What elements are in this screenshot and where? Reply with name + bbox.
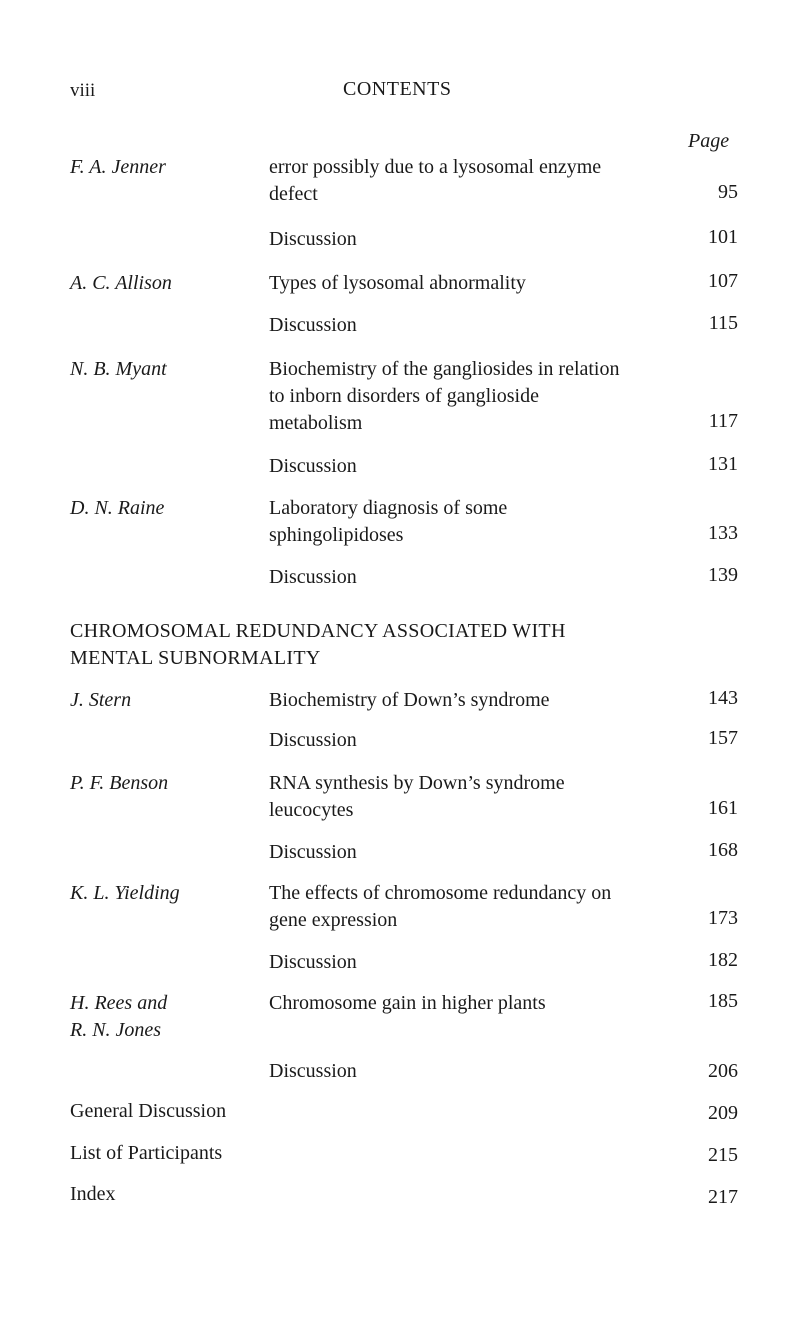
- entry-page: 206: [708, 1060, 738, 1082]
- discussion-entry[interactable]: Discussion: [269, 228, 357, 250]
- entry-title[interactable]: RNA synthesis by Down’s syndrome leucocytes: [269, 772, 565, 821]
- discussion-entry[interactable]: Discussion: [269, 1060, 357, 1082]
- entry-page: 131: [708, 453, 738, 475]
- author-yielding: K. L. Yielding: [70, 882, 180, 904]
- entry-page: 182: [708, 949, 738, 971]
- entry-page: 209: [708, 1102, 738, 1124]
- entry-page: 185: [708, 990, 738, 1012]
- entry-page: 157: [708, 727, 738, 749]
- entry-page: 215: [708, 1144, 738, 1166]
- author-stern: J. Stern: [70, 689, 132, 711]
- entry-page: 133: [708, 522, 738, 544]
- entry-page: 117: [708, 410, 738, 432]
- discussion-entry[interactable]: Discussion: [269, 841, 357, 863]
- entry-title[interactable]: The effects of chromosome redundancy on gene expression: [269, 882, 612, 931]
- entry-page: 115: [708, 312, 738, 334]
- page-title: CONTENTS: [343, 78, 452, 100]
- author-myant: N. B. Myant: [70, 358, 167, 380]
- discussion-entry[interactable]: Discussion: [269, 729, 357, 751]
- entry-title[interactable]: Laboratory diagnosis of some sphingolipidoses: [269, 497, 508, 546]
- entry-page: 173: [708, 907, 738, 929]
- section-heading: CHROMOSOMAL REDUNDANCY ASSOCIATED WITH MENTAL SUBNORMALITY: [70, 620, 566, 669]
- entry-title[interactable]: Types of lysosomal abnormality: [269, 272, 526, 294]
- entry-title[interactable]: Biochemistry of Down’s syndrome: [269, 689, 550, 711]
- entry-page: 217: [708, 1186, 738, 1208]
- entry-title[interactable]: Chromosome gain in higher plants: [269, 992, 546, 1014]
- entry-title[interactable]: Biochemistry of the gangliosides in relation to inborn disorders of ganglioside metabolism: [269, 358, 620, 434]
- page-column-label: Page: [688, 130, 730, 152]
- author-benson: P. F. Benson: [70, 772, 169, 794]
- discussion-entry[interactable]: Discussion: [269, 314, 357, 336]
- page-number: viii: [70, 80, 96, 101]
- list-of-participants-entry[interactable]: List of Participants: [70, 1142, 223, 1164]
- author-rees-jones: H. Rees and R. N. Jones: [70, 992, 168, 1041]
- discussion-entry[interactable]: Discussion: [269, 566, 357, 588]
- entry-page: 161: [708, 797, 738, 819]
- author-raine: D. N. Raine: [70, 497, 165, 519]
- entry-page: 168: [708, 839, 738, 861]
- entry-page: 143: [708, 687, 738, 709]
- entry-page: 139: [708, 564, 738, 586]
- entry-page: 107: [708, 270, 738, 292]
- entry-page: 101: [708, 226, 738, 248]
- discussion-entry[interactable]: Discussion: [269, 951, 357, 973]
- index-entry[interactable]: Index: [70, 1183, 116, 1205]
- author-allison: A. C. Allison: [70, 272, 172, 294]
- entry-title[interactable]: error possibly due to a lysosomal enzyme defect: [269, 156, 602, 205]
- discussion-entry[interactable]: Discussion: [269, 455, 357, 477]
- entry-page: 95: [718, 181, 738, 203]
- general-discussion-entry[interactable]: General Discussion: [70, 1100, 227, 1122]
- author-jenner: F. A. Jenner: [70, 156, 166, 178]
